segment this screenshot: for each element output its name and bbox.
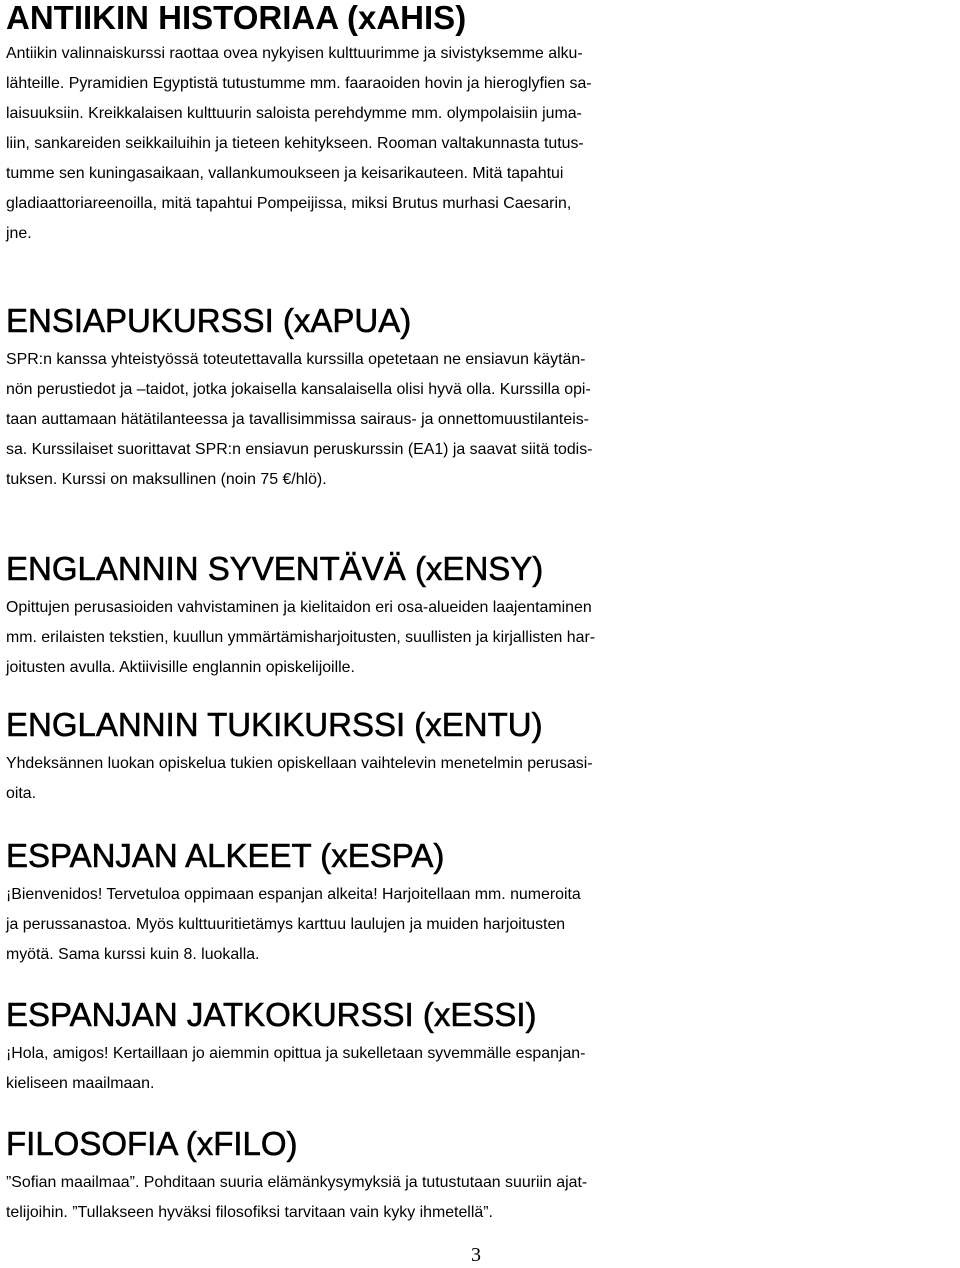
description-line: Yhdeksännen luokan opiskelua tukien opiskellaan vaihtelevin menetelmin perusasi- bbox=[6, 755, 593, 772]
course-description bbox=[6, 1168, 956, 1228]
description-line: mm. erilaisten tekstien, kuullun ymmärtämisharjoitusten, suullisten ja kirjallisten har- bbox=[6, 629, 596, 646]
description-line: jne. bbox=[6, 225, 32, 242]
description-line: telijoihin. ”Tullakseen hyväksi filosofiksi tarvitaan vain kyky ihmetellä”. bbox=[6, 1204, 493, 1221]
description-line: lähteille. Pyramidien Egyptistä tutustumme mm. faaraoiden hovin ja hieroglyfien sa- bbox=[6, 75, 592, 92]
description-line: ¡Bienvenidos! Tervetuloa oppimaan espanjan alkeita! Harjoitellaan mm. numeroita bbox=[6, 886, 581, 903]
course-title: ENGLANNIN TUKIKURSSI (xENTU) bbox=[6, 706, 543, 743]
course-title: FILOSOFIA (xFILO) bbox=[6, 1125, 298, 1162]
course-espanjan-alkeet bbox=[6, 836, 956, 970]
course-description bbox=[6, 749, 956, 809]
course-espanjan-jatkokurssi bbox=[6, 995, 956, 1099]
course-englannin-syventava bbox=[6, 549, 956, 683]
course-title: ESPANJAN JATKOKURSSI (xESSI) bbox=[6, 996, 537, 1033]
description-line: kieliseen maailmaan. bbox=[6, 1075, 155, 1092]
course-description bbox=[6, 593, 956, 683]
course-description bbox=[6, 345, 956, 495]
description-line: tumme sen kuningasaikaan, vallankumoukseen ja keisarikauteen. Mitä tapahtui bbox=[6, 165, 564, 182]
course-title: ESPANJAN ALKEET (xESPA) bbox=[6, 837, 445, 874]
description-line: ja perussanastoa. Myös kulttuuritietämys karttuu laulujen ja muiden harjoitusten bbox=[6, 916, 566, 933]
course-antiikin-historiaa bbox=[6, 0, 956, 249]
course-englannin-tukikurssi bbox=[6, 705, 956, 809]
description-line: taan auttamaan hätätilanteessa ja tavallisimmissa sairaus- ja onnettomuustilanteis- bbox=[6, 411, 589, 428]
description-line: joitusten avulla. Aktiivisille englannin opiskelijoille. bbox=[6, 659, 355, 676]
course-title: ANTIIKIN HISTORIAA (xAHIS) bbox=[6, 0, 467, 36]
course-description bbox=[6, 880, 956, 970]
description-line: myötä. Sama kurssi kuin 8. luokalla. bbox=[6, 946, 260, 963]
description-line: tuksen. Kurssi on maksullinen (noin 75 €/hlö). bbox=[6, 471, 327, 488]
course-title: ENSIAPUKURSSI (xAPUA) bbox=[6, 302, 412, 339]
course-filosofia bbox=[6, 1124, 956, 1228]
page-number: 3 bbox=[471, 1244, 481, 1266]
description-line: SPR:n kanssa yhteistyössä toteutettavalla kurssilla opetetaan ne ensiavun käytän- bbox=[6, 351, 586, 368]
course-description bbox=[6, 1039, 956, 1099]
description-line: oita. bbox=[6, 785, 37, 802]
description-line: ¡Hola, amigos! Kertaillaan jo aiemmin opittua ja sukelletaan syvemmälle espanjan- bbox=[6, 1045, 586, 1062]
description-line: ”Sofian maailmaa”. Pohditaan suuria elämänkysymyksiä ja tutustutaan suuriin ajat- bbox=[6, 1174, 588, 1191]
course-description bbox=[6, 39, 956, 249]
description-line: sa. Kurssilaiset suorittavat SPR:n ensiavun peruskurssin (EA1) ja saavat siitä todis- bbox=[6, 441, 593, 458]
description-line: gladiaattoriareenoilla, mitä tapahtui Pompeijissa, miksi Brutus murhasi Caesarin, bbox=[6, 195, 572, 212]
description-line: laisuuksiin. Kreikkalaisen kulttuurin saloista perehdymme mm. olympolaisiin juma- bbox=[6, 105, 582, 122]
description-line: nön perustiedot ja –taidot, jotka jokaisella kansalaisella olisi hyvä olla. Kurssilla opi- bbox=[6, 381, 591, 398]
description-line: liin, sankareiden seikkailuihin ja tieteen kehitykseen. Rooman valtakunnasta tutus- bbox=[6, 135, 584, 152]
course-title: ENGLANNIN SYVENTÄVÄ (xENSY) bbox=[6, 550, 544, 587]
description-line: Opittujen perusasioiden vahvistaminen ja kielitaidon eri osa-alueiden laajentaminen bbox=[6, 599, 592, 616]
description-line: Antiikin valinnaiskurssi raottaa ovea nykyisen kulttuurimme ja sivistyksemme alku- bbox=[6, 45, 583, 62]
course-ensiapukurssi bbox=[6, 301, 956, 495]
